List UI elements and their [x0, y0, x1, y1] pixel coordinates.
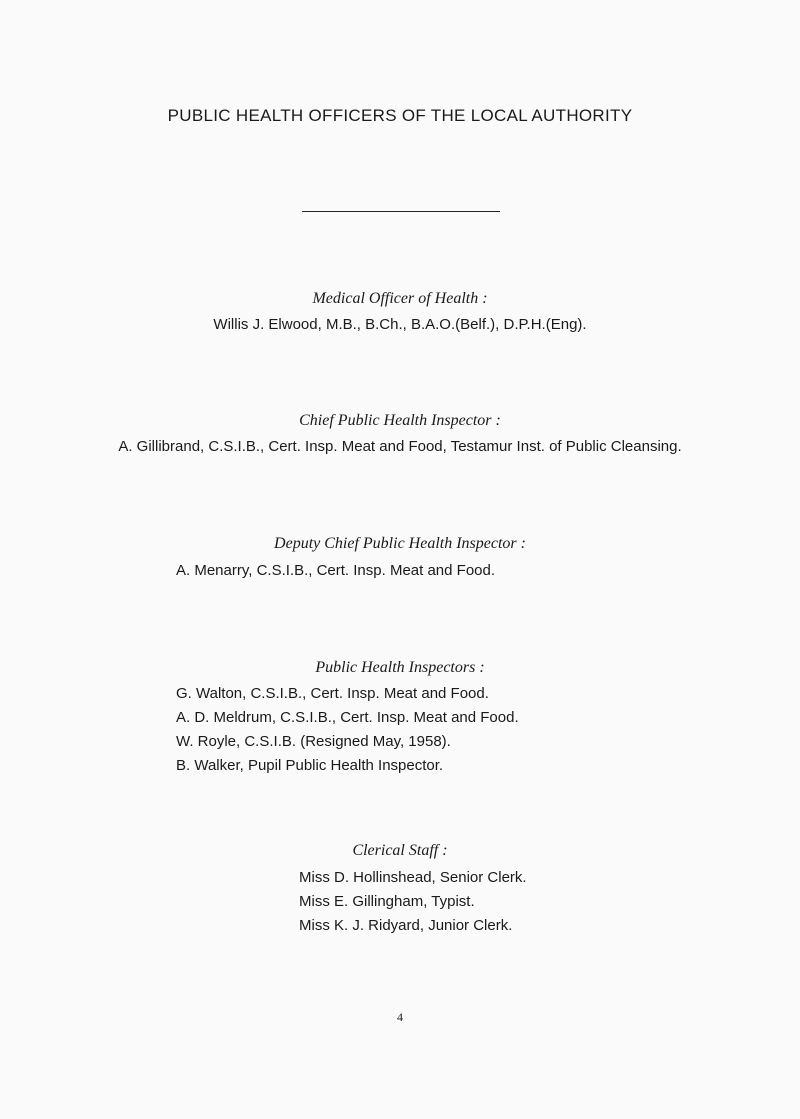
clerical-staff-entry: Miss K. J. Ridyard, Junior Clerk. — [299, 917, 513, 934]
medical-officer-entry: Willis J. Elwood, M.B., B.Ch., B.A.O.(Belf.), D.P.H.(Eng). — [213, 316, 587, 333]
section-heading-clerical-staff: Clerical Staff : — [352, 842, 448, 859]
section-heading-chief-inspector: Chief Public Health Inspector : — [299, 412, 501, 429]
section-heading-deputy-chief-inspector: Deputy Chief Public Health Inspector : — [274, 535, 526, 552]
section-heading-medical-officer: Medical Officer of Health : — [312, 290, 488, 307]
clerical-staff-entry: Miss D. Hollinshead, Senior Clerk. — [299, 869, 527, 886]
title-divider — [302, 211, 500, 212]
page-title: PUBLIC HEALTH OFFICERS OF THE LOCAL AUTHORITY — [167, 106, 633, 125]
deputy-chief-inspector-entry: A. Menarry, C.S.I.B., Cert. Insp. Meat and Food. — [176, 562, 496, 579]
inspector-entry: G. Walton, C.S.I.B., Cert. Insp. Meat and Food. — [176, 685, 489, 702]
clerical-staff-entry: Miss E. Gillingham, Typist. — [299, 893, 475, 910]
inspector-entry: B. Walker, Pupil Public Health Inspector. — [176, 757, 444, 774]
page-number: 4 — [397, 1010, 403, 1024]
inspector-entry: A. D. Meldrum, C.S.I.B., Cert. Insp. Meat and Food. — [176, 709, 519, 726]
inspector-entry: W. Royle, C.S.I.B. (Resigned May, 1958). — [176, 733, 451, 750]
section-heading-public-health-inspectors: Public Health Inspectors : — [315, 659, 485, 676]
chief-inspector-entry: A. Gillibrand, C.S.I.B., Cert. Insp. Meat and Food, Testamur Inst. of Public Cleansing. — [118, 438, 682, 455]
